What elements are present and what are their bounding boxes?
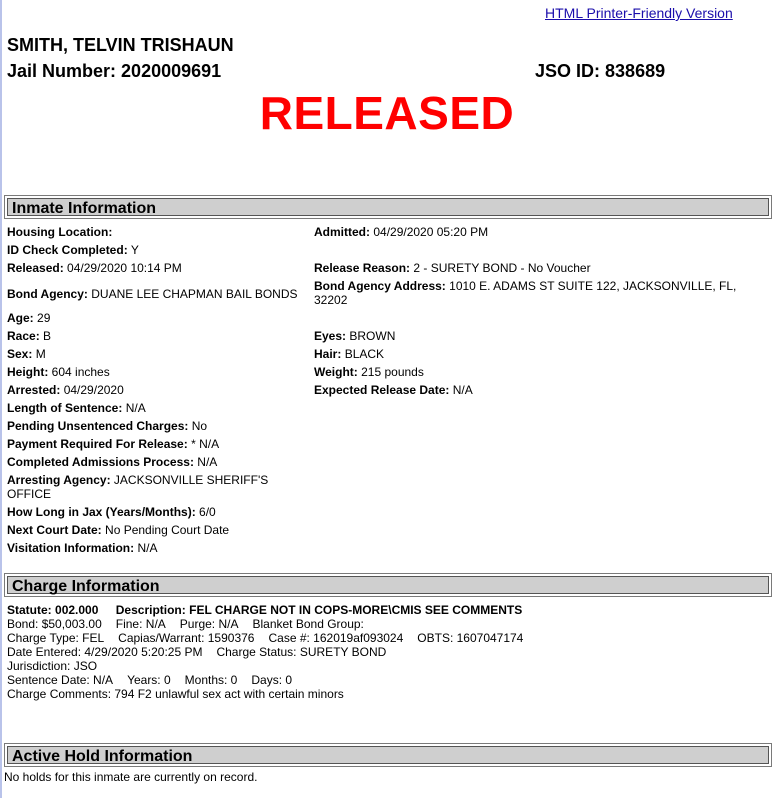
section-bar — [7, 576, 769, 594]
release-reason: Release Reason: 2 - SURETY BOND - No Voucher — [314, 261, 591, 275]
how-long-in-jax: How Long in Jax (Years/Months): 6/0 — [7, 505, 216, 519]
eyes: Eyes: BROWN — [314, 329, 396, 343]
no-holds-message: No holds for this inmate are currently on record. — [4, 770, 258, 784]
jso-id — [535, 61, 665, 82]
race: Race: B — [7, 329, 52, 343]
hair: Hair: BLACK — [314, 347, 385, 361]
section-bar — [7, 746, 769, 764]
length-of-sentence: Length of Sentence: N/A — [7, 401, 146, 415]
height: Height: 604 inches — [7, 365, 110, 379]
jail-number-label: Jail Number: — [7, 61, 117, 81]
bond-agency-address: Bond Agency Address: 1010 E. ADAMS ST SUITE 122, JACKSONVILLE, FL, 32202 — [314, 279, 737, 307]
bond-agency: Bond Agency: DUANE LEE CHAPMAN BAIL BONDS — [7, 287, 298, 301]
admissions-process: Completed Admissions Process: N/A — [7, 455, 218, 469]
admitted: Admitted: 04/29/2020 05:20 PM — [314, 225, 489, 239]
inmate-name: SMITH, TELVIN TRISHAUN — [7, 35, 234, 55]
pending-charges: Pending Unsentenced Charges: No — [7, 419, 208, 433]
age: Age: 29 — [7, 311, 51, 325]
weight: Weight: 215 pounds — [314, 365, 424, 379]
charge-type-line: Charge Type: FEL Capias/Warrant: 1590376 Case #: 162019af093024 OBTS: 1607047174 — [7, 631, 524, 645]
charge-bond-line: Bond: $50,003.00 Fine: N/A Purge: N/A Blanket Bond Group: — [7, 617, 364, 631]
printer-friendly-link[interactable]: HTML Printer-Friendly Version — [545, 5, 733, 21]
section-title: Charge Information — [12, 578, 160, 595]
release-status: RELEASED — [259, 87, 515, 139]
sex: Sex: M — [7, 347, 46, 361]
jso-id-value: 838689 — [605, 61, 666, 81]
jail-number-value: 2020009691 — [121, 61, 222, 81]
payment-required: Payment Required For Release: * N/A — [7, 437, 220, 451]
expected-release-date: Expected Release Date: N/A — [314, 383, 473, 397]
next-court-date: Next Court Date: No Pending Court Date — [7, 523, 230, 537]
jso-id-label: JSO ID: — [535, 61, 601, 81]
arresting-agency: Arresting Agency: JACKSONVILLE SHERIFF'S OFFICE — [7, 473, 269, 501]
section-title: Active Hold Information — [12, 748, 193, 765]
charge-jurisdiction: Jurisdiction: JSO — [7, 659, 98, 673]
section-bar — [7, 198, 769, 216]
arrested: Arrested: 04/29/2020 — [7, 383, 124, 397]
inmate-information-header — [4, 195, 772, 219]
charge-statute-line: Statute: 002.000 Description: FEL CHARGE NOT IN COPS-MORE\CMIS SEE COMMENTS — [7, 603, 523, 617]
released: Released: 04/29/2020 10:14 PM — [7, 261, 182, 275]
jail-number — [7, 61, 221, 82]
section-title: Inmate Information — [12, 200, 157, 217]
charge-information-header — [4, 573, 772, 597]
housing-location: Housing Location: — [7, 225, 113, 239]
charge-sentence-line: Sentence Date: N/A Years: 0 Months: 0 Days: 0 — [7, 673, 293, 687]
active-hold-information-header — [4, 743, 772, 767]
charge-date-line: Date Entered: 4/29/2020 5:20:25 PM Charge Status: SURETY BOND — [7, 645, 387, 659]
id-check: ID Check Completed: Y — [7, 243, 139, 257]
visitation-information: Visitation Information: N/A — [7, 541, 158, 555]
charge-comments: Charge Comments: 794 F2 unlawful sex act with certain minors — [7, 687, 344, 701]
